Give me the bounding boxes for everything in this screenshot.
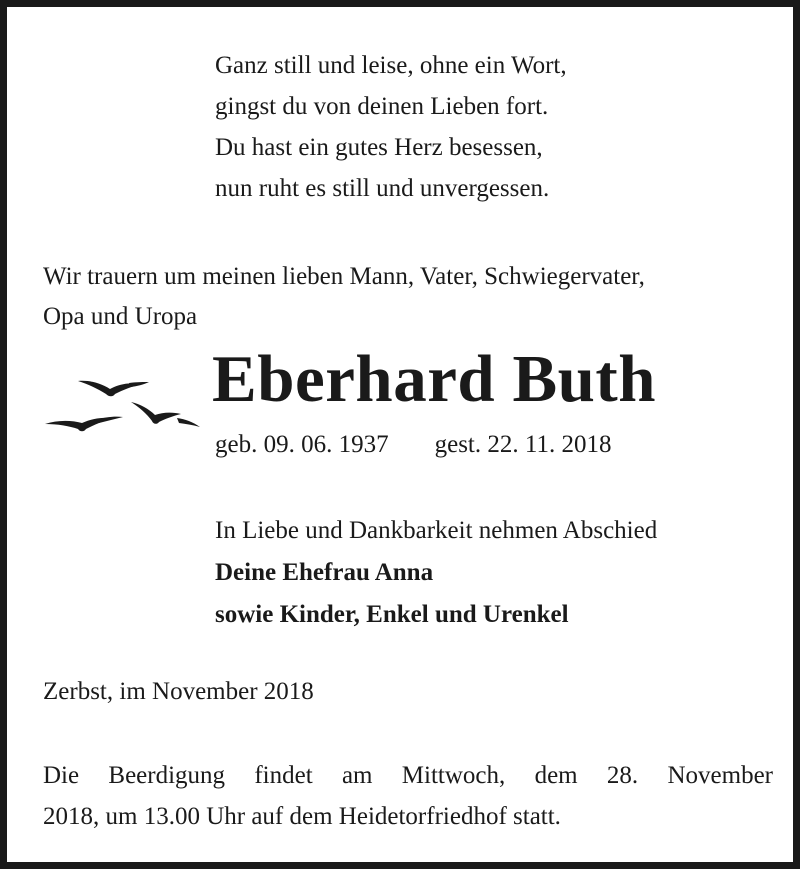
poem-line: nun ruht es still und unvergessen.: [215, 175, 550, 202]
death-date: gest. 22. 11. 2018: [434, 431, 612, 458]
intro-line: Opa und Uropa: [43, 303, 198, 330]
funeral-info: [43, 755, 773, 837]
intro-line: Wir trauern um meinen lieben Mann, Vater, Schwiegervater,: [43, 263, 645, 290]
life-dates: [215, 427, 611, 463]
memorial-poem: [215, 45, 567, 209]
deceased-name: Eberhard Buth: [212, 342, 656, 416]
farewell-block: [215, 510, 657, 636]
mourning-intro: [43, 257, 783, 337]
poem-line: Du hast ein gutes Herz besessen,: [215, 134, 543, 161]
flying-birds-icon: [43, 362, 208, 442]
funeral-line: 2018, um 13.00 Uhr auf dem Heidetorfriedhof statt.: [43, 803, 561, 830]
funeral-line: Die Beerdigung findet am Mittwoch, dem 28. November: [43, 762, 773, 789]
mourner-family: sowie Kinder, Enkel und Urenkel: [215, 601, 569, 628]
farewell-line: In Liebe und Dankbarkeit nehmen Abschied: [215, 517, 658, 544]
birth-date: geb. 09. 06. 1937: [215, 431, 389, 458]
place-date: Zerbst, im November 2018: [43, 678, 314, 705]
poem-line: gingst du von deinen Lieben fort.: [215, 93, 549, 120]
poem-line: Ganz still und leise, ohne ein Wort,: [215, 52, 567, 79]
mourner-wife: Deine Ehefrau Anna: [215, 559, 434, 586]
